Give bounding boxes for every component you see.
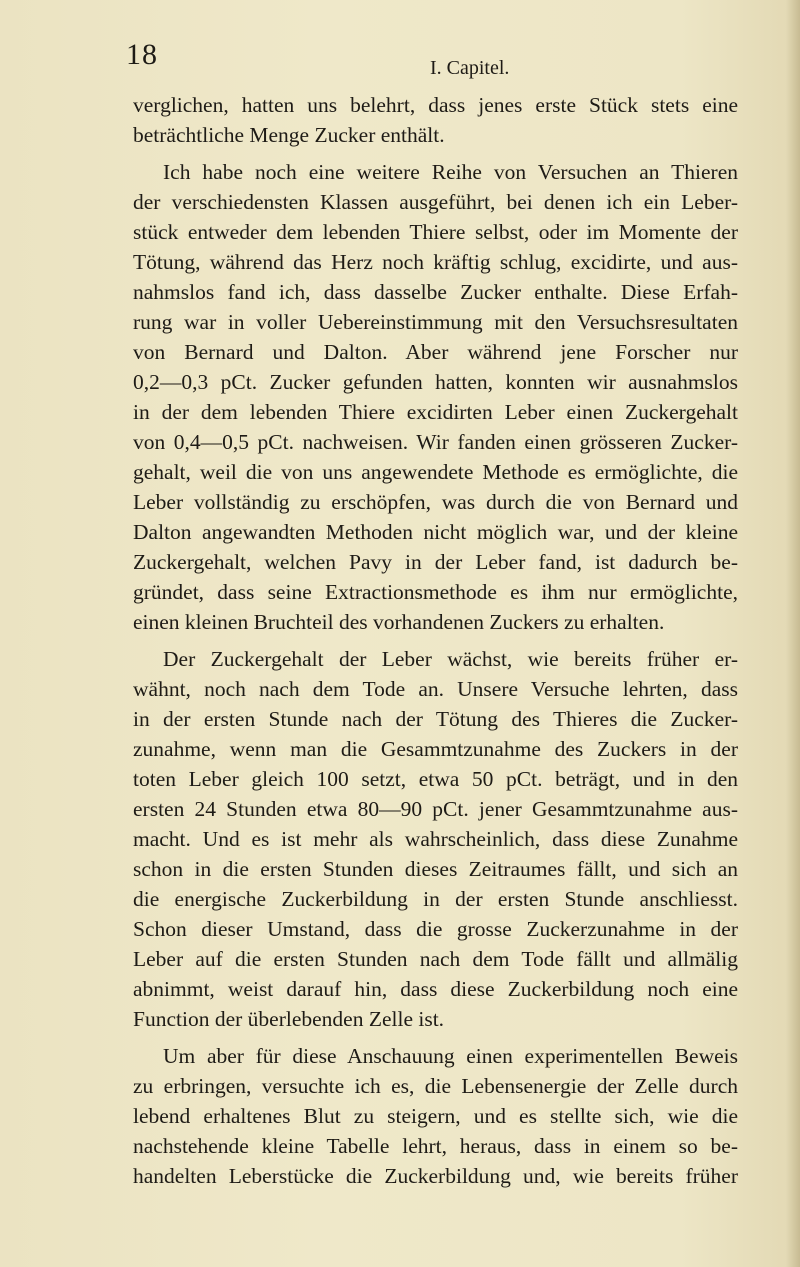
paragraph	[133, 644, 738, 1034]
text-line: stück entweder dem lebenden Thiere selbst, oder im Momente der	[133, 220, 738, 244]
text-line: 0,2—0,3 pCt. Zucker gefunden hatten, konnten wir ausnahmslos	[133, 370, 738, 394]
page-edge-shadow	[786, 0, 800, 1267]
text-line: toten Leber gleich 100 setzt, etwa 50 pCt. beträgt, und in den	[133, 767, 738, 791]
text-line: Zuckergehalt, welchen Pavy in der Leber fand, ist dadurch be-	[133, 550, 738, 574]
text-line: in der ersten Stunde nach der Tötung des Thieres die Zucker-	[133, 707, 738, 731]
text-line: ersten 24 Stunden etwa 80—90 pCt. jener Gesammtzunahme aus-	[133, 797, 738, 821]
text-line: Tötung, während das Herz noch kräftig schlug, excidirte, und aus-	[133, 250, 738, 274]
text-line: nahmslos fand ich, dass dasselbe Zucker enthalte. Diese Erfah-	[133, 280, 738, 304]
text-line: Leber vollständig zu erschöpfen, was durch die von Bernard und	[133, 490, 738, 514]
text-line: Um aber für diese Anschauung einen experimentellen Beweis	[163, 1044, 738, 1068]
text-line: rung war in voller Uebereinstimmung mit den Versuchsresultaten	[133, 310, 738, 334]
text-line: die energische Zuckerbildung in der ersten Stunde anschliesst.	[133, 887, 738, 911]
text-line: beträchtliche Menge Zucker enthält.	[133, 123, 445, 147]
page-number: 18	[126, 38, 158, 71]
text-line: gehalt, weil die von uns angewendete Methode es ermöglichte, die	[133, 460, 738, 484]
text-line: Schon dieser Umstand, dass die grosse Zuckerzunahme in der	[133, 917, 738, 941]
text-line: von Bernard und Dalton. Aber während jene Forscher nur	[133, 340, 738, 364]
text-line: zu erbringen, versuchte ich es, die Lebensenergie der Zelle durch	[133, 1074, 738, 1098]
text-line: nachstehende kleine Tabelle lehrt, heraus, dass in einem so be-	[133, 1134, 738, 1158]
paragraph	[133, 90, 738, 150]
text-line: lebend erhaltenes Blut zu steigern, und es stellte sich, wie die	[133, 1104, 738, 1128]
text-line: der verschiedensten Klassen ausgeführt, bei denen ich ein Leber-	[133, 190, 738, 214]
text-line: verglichen, hatten uns belehrt, dass jenes erste Stück stets eine	[133, 93, 738, 117]
text-line: schon in die ersten Stunden dieses Zeitraumes fällt, und sich an	[133, 857, 738, 881]
running-head: I. Capitel.	[430, 57, 510, 79]
body-text	[133, 90, 738, 1191]
text-line: abnimmt, weist darauf hin, dass diese Zuckerbildung noch eine	[133, 977, 738, 1001]
paragraph	[133, 157, 738, 637]
text-line: Leber auf die ersten Stunden nach dem Tode fällt und allmälig	[133, 947, 738, 971]
text-line: gründet, dass seine Extractionsmethode es ihm nur ermöglichte,	[133, 580, 738, 604]
text-line: macht. Und es ist mehr als wahrscheinlich, dass diese Zunahme	[133, 827, 738, 851]
text-line: handelten Leberstücke die Zuckerbildung und, wie bereits früher	[133, 1164, 738, 1188]
text-line: Ich habe noch eine weitere Reihe von Versuchen an Thieren	[163, 160, 738, 184]
text-line: Dalton angewandten Methoden nicht möglich war, und der kleine	[133, 520, 738, 544]
paragraph	[133, 1041, 738, 1191]
text-line: Der Zuckergehalt der Leber wächst, wie bereits früher er-	[163, 647, 738, 671]
text-line: wähnt, noch nach dem Tode an. Unsere Versuche lehrten, dass	[133, 677, 738, 701]
text-line: zunahme, wenn man die Gesammtzunahme des Zuckers in der	[133, 737, 738, 761]
text-line: von 0,4—0,5 pCt. nachweisen. Wir fanden einen grösseren Zucker-	[133, 430, 738, 454]
text-line: Function der überlebenden Zelle ist.	[133, 1007, 445, 1031]
text-line: einen kleinen Bruchteil des vorhandenen Zuckers zu erhalten.	[133, 610, 665, 634]
text-line: in der dem lebenden Thiere excidirten Leber einen Zuckergehalt	[133, 400, 738, 424]
